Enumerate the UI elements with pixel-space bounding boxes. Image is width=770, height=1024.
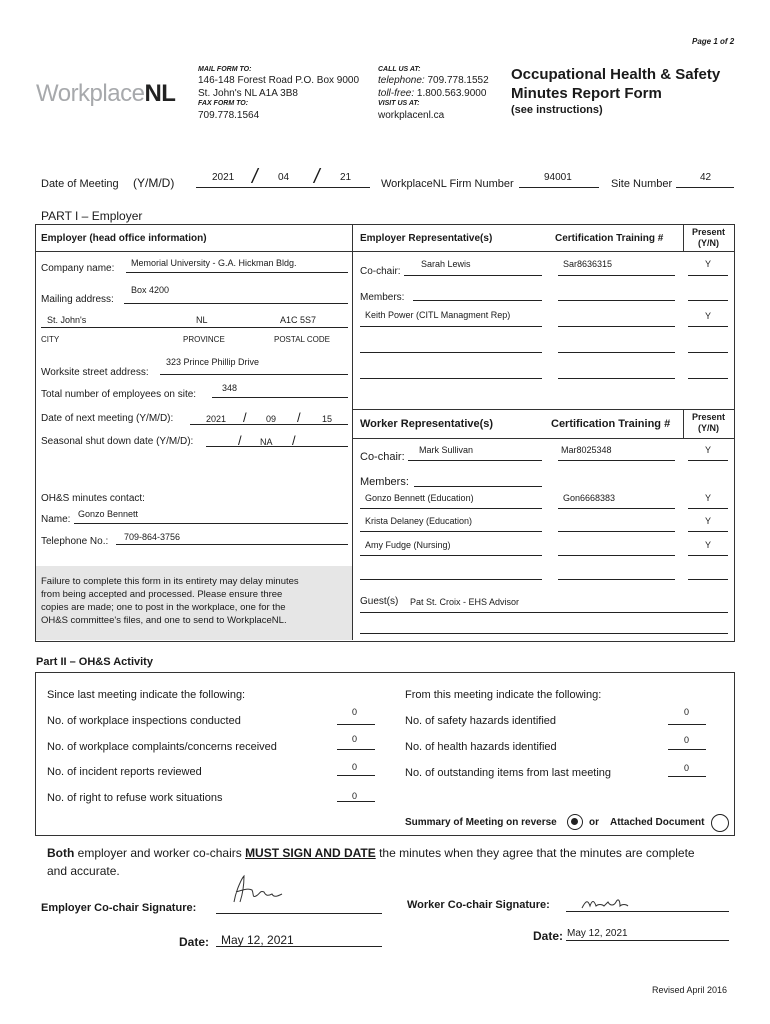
sign-both: Both bbox=[47, 846, 75, 860]
call-heading: CALL US AT: bbox=[378, 66, 421, 73]
guests-label: Guest(s) bbox=[360, 596, 399, 607]
emp-present-heading-b: (Y/N) bbox=[698, 238, 719, 248]
contact-name-label: Name: bbox=[41, 514, 71, 525]
emp-member-cert-line-3 bbox=[558, 378, 675, 379]
attached-label: Attached Document bbox=[610, 817, 705, 828]
since-label-1: No. of workplace complaints/concerns received bbox=[47, 741, 277, 753]
seasonal-label: Seasonal shut down date (Y/M/D): bbox=[41, 436, 194, 447]
meeting-year[interactable]: 2021 bbox=[212, 172, 235, 183]
sign-statement-line2: and accurate. bbox=[47, 864, 120, 878]
province-caption: PROVINCE bbox=[183, 335, 225, 344]
postal-code[interactable]: A1C 5S7 bbox=[280, 315, 317, 325]
from-line-1 bbox=[668, 749, 706, 750]
mail-line2: St. John's NL A1A 3B8 bbox=[198, 88, 298, 99]
wkr-members-label: Members: bbox=[360, 476, 409, 488]
since-line-2 bbox=[337, 775, 375, 776]
wkr-cochair-cert-line bbox=[558, 460, 675, 461]
emp-cochair-present-line bbox=[688, 275, 728, 276]
emp-signature-label: Employer Co-chair Signature: bbox=[41, 902, 197, 914]
telephone-label: Telephone No.: bbox=[41, 536, 109, 547]
city-caption: CITY bbox=[41, 335, 60, 344]
wkr-cochair-label: Co-chair: bbox=[360, 451, 405, 463]
wkr-members-line bbox=[414, 486, 542, 487]
site-number-line bbox=[676, 187, 734, 188]
emp-cochair-line bbox=[404, 275, 542, 276]
guests[interactable]: Pat St. Croix - EHS Advisor bbox=[410, 597, 520, 607]
emp-member-present-line-2 bbox=[688, 352, 728, 353]
from-value-2[interactable]: 0 bbox=[684, 763, 690, 773]
wkr-member-name-1[interactable]: Krista Delaney (Education) bbox=[365, 516, 473, 526]
guests-line-2 bbox=[360, 633, 728, 634]
employees-label: Total number of employees on site: bbox=[41, 389, 197, 400]
logo-text-a: Workplace bbox=[36, 80, 145, 107]
emp-member-line-2 bbox=[360, 352, 542, 353]
emp-cert-heading: Certification Training # bbox=[555, 233, 664, 244]
wkr-rep-heading: Worker Representative(s) bbox=[360, 418, 494, 430]
worksite-address-label: Worksite street address: bbox=[41, 367, 149, 378]
since-label-2: No. of incident reports reviewed bbox=[47, 766, 202, 778]
wkr-member-line-2 bbox=[360, 555, 542, 556]
next-meeting-label: Date of next meeting (Y/M/D): bbox=[41, 413, 174, 424]
mailing-address-label: Mailing address: bbox=[41, 294, 114, 305]
from-label-2: No. of outstanding items from last meeting bbox=[405, 767, 612, 779]
since-line-1 bbox=[337, 749, 375, 750]
emp-member-present-line-0 bbox=[688, 300, 728, 301]
wkr-signature-image bbox=[580, 896, 630, 912]
since-line-3 bbox=[337, 801, 375, 802]
contact-label: OH&S minutes contact: bbox=[41, 493, 145, 504]
wkr-date-label: Date: bbox=[533, 929, 564, 943]
company-name-line bbox=[126, 272, 348, 273]
date-slash-2: / bbox=[314, 166, 320, 188]
notice-line-2: from being accepted and processed. Please ensure three bbox=[41, 589, 283, 600]
revision-footer: Revised April 2016 bbox=[652, 985, 728, 995]
emp-rep-heading-rule bbox=[353, 251, 734, 252]
from-line-0 bbox=[668, 724, 706, 725]
notice-line-1: Failure to complete this form in its entirety may delay minutes bbox=[41, 576, 299, 587]
emp-member-name[interactable]: Keith Power (CITL Managment Rep) bbox=[365, 310, 511, 320]
since-value-0[interactable]: 0 bbox=[352, 707, 358, 717]
emp-rep-heading: Employer Representative(s) bbox=[360, 233, 493, 244]
wkr-present-heading-b: (Y/N) bbox=[698, 423, 719, 433]
tel-number: 709.778.1552 bbox=[427, 75, 489, 86]
from-value-0[interactable]: 0 bbox=[684, 707, 690, 717]
employer-heading-rule bbox=[35, 251, 353, 252]
wkr-member-present-line-1 bbox=[688, 531, 728, 532]
wkr-member-line-3 bbox=[360, 579, 542, 580]
tollfree-line bbox=[378, 88, 486, 99]
employees-line bbox=[212, 397, 348, 398]
wkr-member-present-line-2 bbox=[688, 555, 728, 556]
wkr-member-cert-line-0 bbox=[558, 508, 675, 509]
seasonal-slash-2: / bbox=[292, 433, 296, 448]
part2-heading: Part II – OH&S Activity bbox=[36, 656, 153, 668]
date-slash-1: / bbox=[252, 166, 258, 188]
emp-member-line-3 bbox=[360, 378, 542, 379]
emp-member-cert-line-0 bbox=[558, 300, 675, 301]
seasonal-date[interactable]: NA bbox=[260, 437, 273, 447]
seasonal-slash-1: / bbox=[238, 433, 242, 448]
form-title-line1: Occupational Health & Safety bbox=[511, 66, 721, 83]
wkr-member-present-0[interactable]: Y bbox=[704, 493, 711, 503]
emp-present-heading-a: Present bbox=[691, 227, 726, 237]
wkr-member-line-0 bbox=[360, 508, 542, 509]
wkr-heading-top-rule bbox=[353, 409, 734, 410]
company-name[interactable]: Memorial University - G.A. Hickman Bldg. bbox=[131, 258, 297, 268]
next-slash-2: / bbox=[297, 410, 301, 425]
emp-member-present-line-1 bbox=[688, 326, 728, 327]
wkr-cochair-name[interactable]: Mark Sullivan bbox=[419, 445, 474, 455]
tollfree-label: toll-free: bbox=[378, 88, 415, 99]
wkr-member-cert-line-2 bbox=[558, 555, 675, 556]
company-name-label: Company name: bbox=[41, 263, 115, 274]
meeting-date-line bbox=[196, 187, 370, 188]
wkr-cochair-present[interactable]: Y bbox=[704, 445, 711, 455]
attached-radio[interactable] bbox=[711, 814, 729, 832]
city-line bbox=[41, 327, 348, 328]
date-format-label: (Y/M/D) bbox=[133, 176, 175, 190]
since-label-0: No. of workplace inspections conducted bbox=[47, 715, 241, 727]
wkr-signature-label: Worker Co-chair Signature: bbox=[407, 899, 550, 911]
since-value-3[interactable]: 0 bbox=[352, 791, 358, 801]
fax-heading: FAX FORM TO: bbox=[198, 100, 249, 107]
seasonal-line bbox=[206, 446, 348, 447]
mailing-address[interactable]: Box 4200 bbox=[131, 285, 170, 295]
emp-cochair-cert[interactable]: Sar8636315 bbox=[563, 259, 613, 269]
next-meeting-month[interactable]: 09 bbox=[266, 414, 277, 424]
telephone-number[interactable]: 709-864-3756 bbox=[124, 532, 181, 542]
emp-cochair-present[interactable]: Y bbox=[704, 259, 711, 269]
sign-must: MUST SIGN AND DATE bbox=[245, 846, 376, 860]
or-label: or bbox=[589, 817, 599, 828]
tel-label: telephone: bbox=[378, 75, 425, 86]
from-line-2 bbox=[668, 776, 706, 777]
logo-text-b: NL bbox=[144, 80, 176, 107]
postal-caption: POSTAL CODE bbox=[274, 335, 331, 344]
emp-members-label: Members: bbox=[360, 292, 405, 303]
part1-heading: PART I – Employer bbox=[41, 209, 143, 223]
from-heading: From this meeting indicate the following: bbox=[405, 689, 602, 701]
wkr-member-cert-line-3 bbox=[558, 579, 675, 580]
wkr-member-present-line-0 bbox=[688, 508, 728, 509]
since-heading: Since last meeting indicate the following: bbox=[47, 689, 246, 701]
form-title-instructions: (see instructions) bbox=[511, 104, 603, 116]
next-meeting-year[interactable]: 2021 bbox=[206, 414, 227, 424]
workplacenl-logo bbox=[36, 80, 175, 108]
visit-heading: VISIT US AT: bbox=[378, 100, 420, 107]
next-meeting-day[interactable]: 15 bbox=[322, 414, 333, 424]
meeting-month[interactable]: 04 bbox=[278, 172, 290, 183]
emp-cochair-label: Co-chair: bbox=[360, 266, 401, 277]
wkr-cochair-line bbox=[408, 460, 542, 461]
wkr-cochair-cert[interactable]: Mar8025348 bbox=[561, 445, 612, 455]
since-line-0 bbox=[337, 724, 375, 725]
from-label-0: No. of safety hazards identified bbox=[405, 715, 557, 727]
next-slash-1: / bbox=[243, 410, 247, 425]
firm-number[interactable]: 94001 bbox=[544, 172, 572, 183]
form-title-line2: Minutes Report Form bbox=[511, 85, 662, 102]
emp-date-label: Date: bbox=[179, 935, 210, 949]
wkr-date-line bbox=[566, 940, 729, 941]
tollfree-number: 1.800.563.9000 bbox=[416, 88, 487, 99]
sign-text2: the minutes when they agree that the minutes are complete bbox=[375, 846, 695, 860]
next-meeting-line bbox=[190, 424, 348, 425]
wkr-cert-heading: Certification Training # bbox=[551, 418, 671, 430]
contact-name[interactable]: Gonzo Bennett bbox=[78, 509, 139, 519]
wkr-heading-bottom-rule bbox=[353, 438, 734, 439]
mailing-address-line bbox=[124, 303, 348, 304]
website: workplacenl.ca bbox=[378, 110, 445, 121]
emp-cochair-name[interactable]: Sarah Lewis bbox=[421, 259, 471, 269]
since-value-2[interactable]: 0 bbox=[352, 762, 358, 772]
mail-heading: MAIL FORM TO: bbox=[198, 66, 252, 73]
fax-number: 709.778.1564 bbox=[198, 110, 260, 121]
wkr-present-heading-a: Present bbox=[691, 412, 726, 422]
emp-member-line-1 bbox=[360, 326, 542, 327]
date-of-meeting-label: Date of Meeting bbox=[41, 178, 119, 190]
emp-signature-image bbox=[226, 872, 290, 908]
worksite-address-line bbox=[160, 374, 348, 375]
summary-radio[interactable] bbox=[567, 814, 583, 830]
wkr-member-name-0[interactable]: Gonzo Bennett (Education) bbox=[365, 493, 474, 503]
employees-count[interactable]: 348 bbox=[222, 383, 238, 393]
summary-radio-dot bbox=[571, 818, 578, 825]
wkr-member-line-1 bbox=[360, 531, 542, 532]
site-number-label: Site Number bbox=[611, 178, 673, 190]
from-value-1[interactable]: 0 bbox=[684, 735, 690, 745]
sign-text1: employer and worker co-chairs bbox=[74, 846, 246, 860]
telephone-line bbox=[378, 75, 489, 86]
wkr-member-present-2[interactable]: Y bbox=[704, 540, 711, 550]
city[interactable]: St. John's bbox=[47, 315, 87, 325]
wkr-member-present-1[interactable]: Y bbox=[704, 516, 711, 526]
since-value-1[interactable]: 0 bbox=[352, 734, 358, 744]
province[interactable]: NL bbox=[196, 315, 208, 325]
mail-line1: 146-148 Forest Road P.O. Box 9000 bbox=[198, 75, 360, 86]
sign-statement-line1 bbox=[47, 846, 695, 860]
wkr-member-cert-0[interactable]: Gon6668383 bbox=[563, 493, 616, 503]
from-label-1: No. of health hazards identified bbox=[405, 741, 557, 753]
wkr-cochair-present-line bbox=[688, 460, 728, 461]
wkr-member-name-2[interactable]: Amy Fudge (Nursing) bbox=[365, 540, 451, 550]
summary-label: Summary of Meeting on reverse bbox=[405, 817, 557, 828]
notice-line-4: OH&S committee's files, and one to send to WorkplaceNL. bbox=[41, 615, 287, 626]
emp-member-line-0 bbox=[413, 300, 542, 301]
notice-line-3: copies are made; one to post in the workplace, one for the bbox=[41, 602, 286, 613]
emp-member-cert-line-2 bbox=[558, 352, 675, 353]
emp-cochair-cert-line bbox=[558, 275, 675, 276]
emp-member-cert-line-1 bbox=[558, 326, 675, 327]
wkr-member-cert-line-1 bbox=[558, 531, 675, 532]
notice-box bbox=[36, 566, 352, 640]
since-label-3: No. of right to refuse work situations bbox=[47, 792, 223, 804]
guests-line-1 bbox=[360, 612, 728, 613]
firm-number-label: WorkplaceNL Firm Number bbox=[381, 178, 514, 190]
wkr-date[interactable]: May 12, 2021 bbox=[567, 928, 628, 939]
page-number: Page 1 of 2 bbox=[692, 37, 735, 46]
meeting-day[interactable]: 21 bbox=[340, 172, 352, 183]
emp-member-present-line-3 bbox=[688, 378, 728, 379]
site-number[interactable]: 42 bbox=[700, 172, 712, 183]
contact-name-line bbox=[74, 523, 348, 524]
emp-signature-line bbox=[216, 913, 382, 914]
emp-member-present[interactable]: Y bbox=[704, 311, 711, 321]
firm-number-line bbox=[519, 187, 599, 188]
emp-date[interactable]: May 12, 2021 bbox=[221, 933, 294, 947]
telephone-line bbox=[116, 544, 348, 545]
worksite-address[interactable]: 323 Prince Phillip Drive bbox=[166, 357, 260, 367]
employer-heading: Employer (head office information) bbox=[41, 233, 207, 244]
wkr-member-present-line-3 bbox=[688, 579, 728, 580]
part1-divider bbox=[352, 224, 353, 640]
